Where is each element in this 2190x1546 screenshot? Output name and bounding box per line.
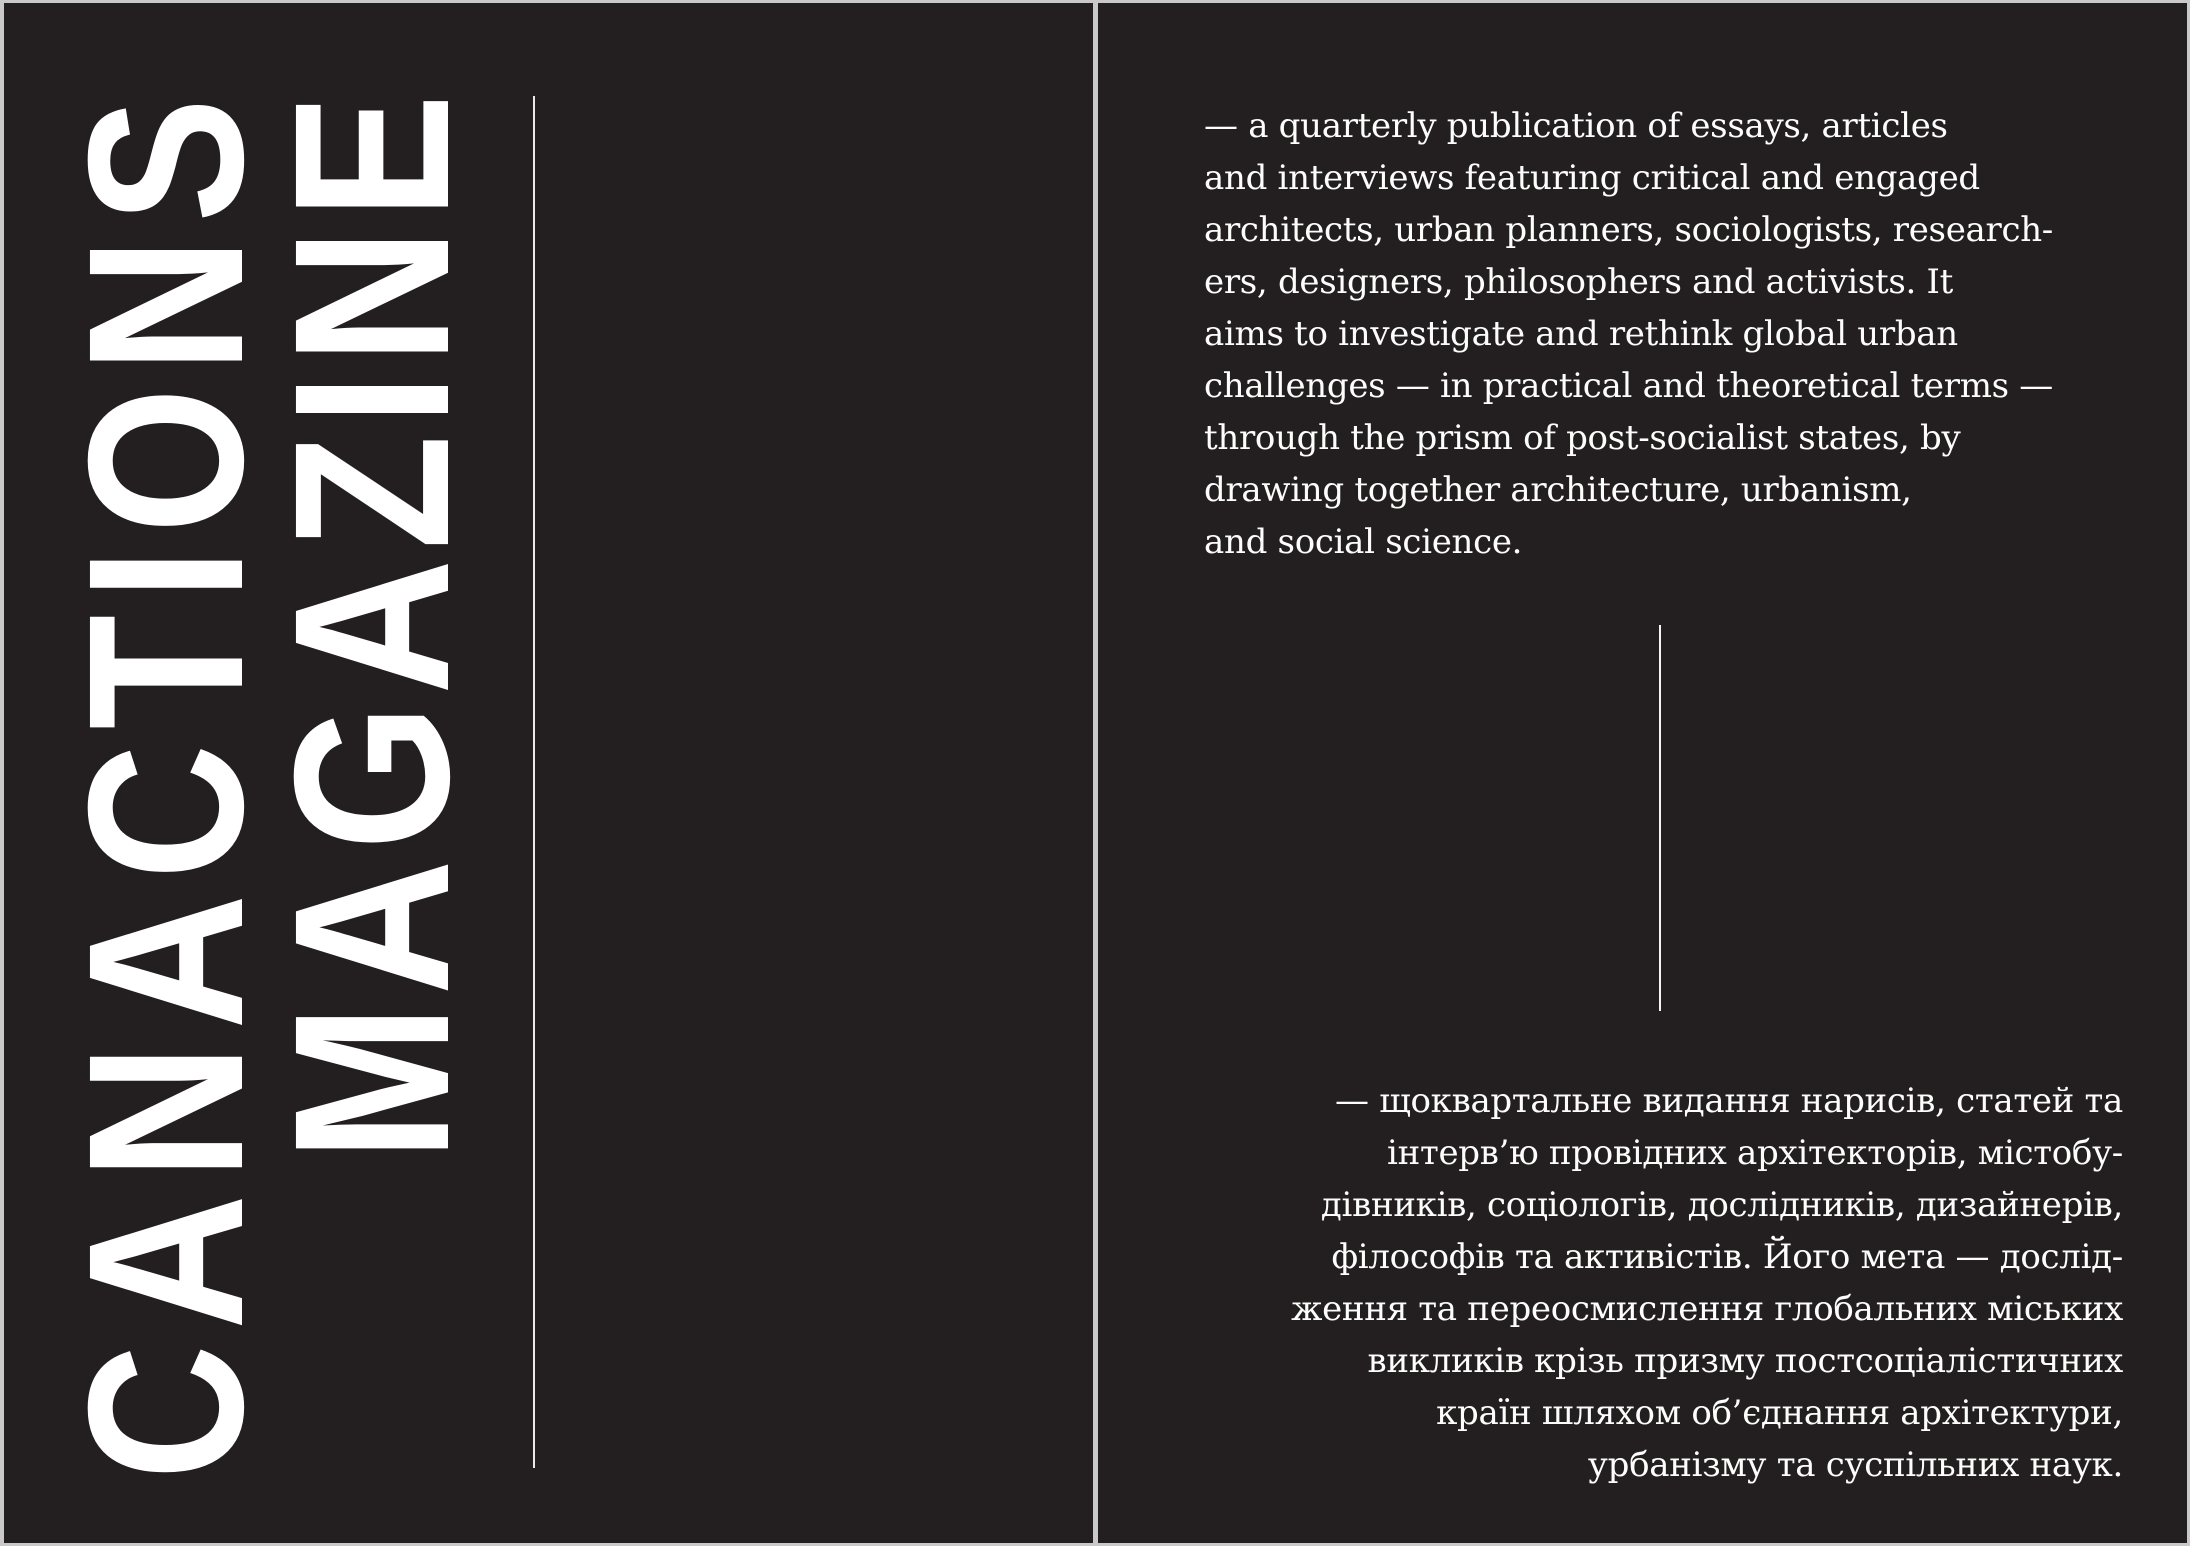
- english-description-line: ers, designers, philosophers and activists. It: [1204, 262, 1953, 302]
- ukrainian-description-line: викликів крізь призму постсоціалістичних: [1367, 1341, 2123, 1381]
- ukrainian-description-line: дівників, соціологів, дослідників, дизайнерів,: [1320, 1185, 2123, 1225]
- ukrainian-description-line: — щоквартальне видання нарисів, статей та: [1334, 1081, 2123, 1121]
- ukrainian-description-line: ження та переосмислення глобальних міських: [1291, 1289, 2123, 1329]
- left-page: [4, 3, 1093, 1543]
- english-description-line: drawing together architecture, urbanism,: [1204, 470, 1912, 510]
- english-description-line: aims to investigate and rethink global urban: [1204, 314, 1958, 354]
- left-page-vertical-rule: [533, 96, 535, 1468]
- english-description-line: challenges — in practical and theoretical terms —: [1204, 366, 2053, 406]
- english-description-line: and interviews featuring critical and engaged: [1204, 158, 1980, 198]
- ukrainian-description-line: філософів та активістів. Його мета — дослід-: [1331, 1237, 2123, 1277]
- magazine-title-word-canactions: CANACTIONS: [42, 83, 289, 1481]
- english-description-line: through the prism of post-socialist states, by: [1204, 418, 1961, 458]
- right-page: [1098, 3, 2187, 1543]
- english-description-line: — a quarterly publication of essays, articles: [1204, 106, 1948, 146]
- ukrainian-description: [1291, 1075, 2123, 1491]
- english-description-line: architects, urban planners, sociologists, research-: [1204, 210, 2053, 250]
- ukrainian-description-line: країн шляхом об’єднання архітектури,: [1436, 1393, 2123, 1433]
- ukrainian-description-line: урбанізму та суспільних наук.: [1587, 1445, 2123, 1485]
- english-description: [1204, 100, 2053, 568]
- magazine-title-word-magazine: MAGAZINE: [248, 84, 495, 1162]
- ukrainian-description-line: інтерв’ю провідних архітекторів, містобу-: [1387, 1133, 2123, 1173]
- center-vertical-rule: [1659, 625, 1661, 1011]
- english-description-line: and social science.: [1204, 522, 1523, 562]
